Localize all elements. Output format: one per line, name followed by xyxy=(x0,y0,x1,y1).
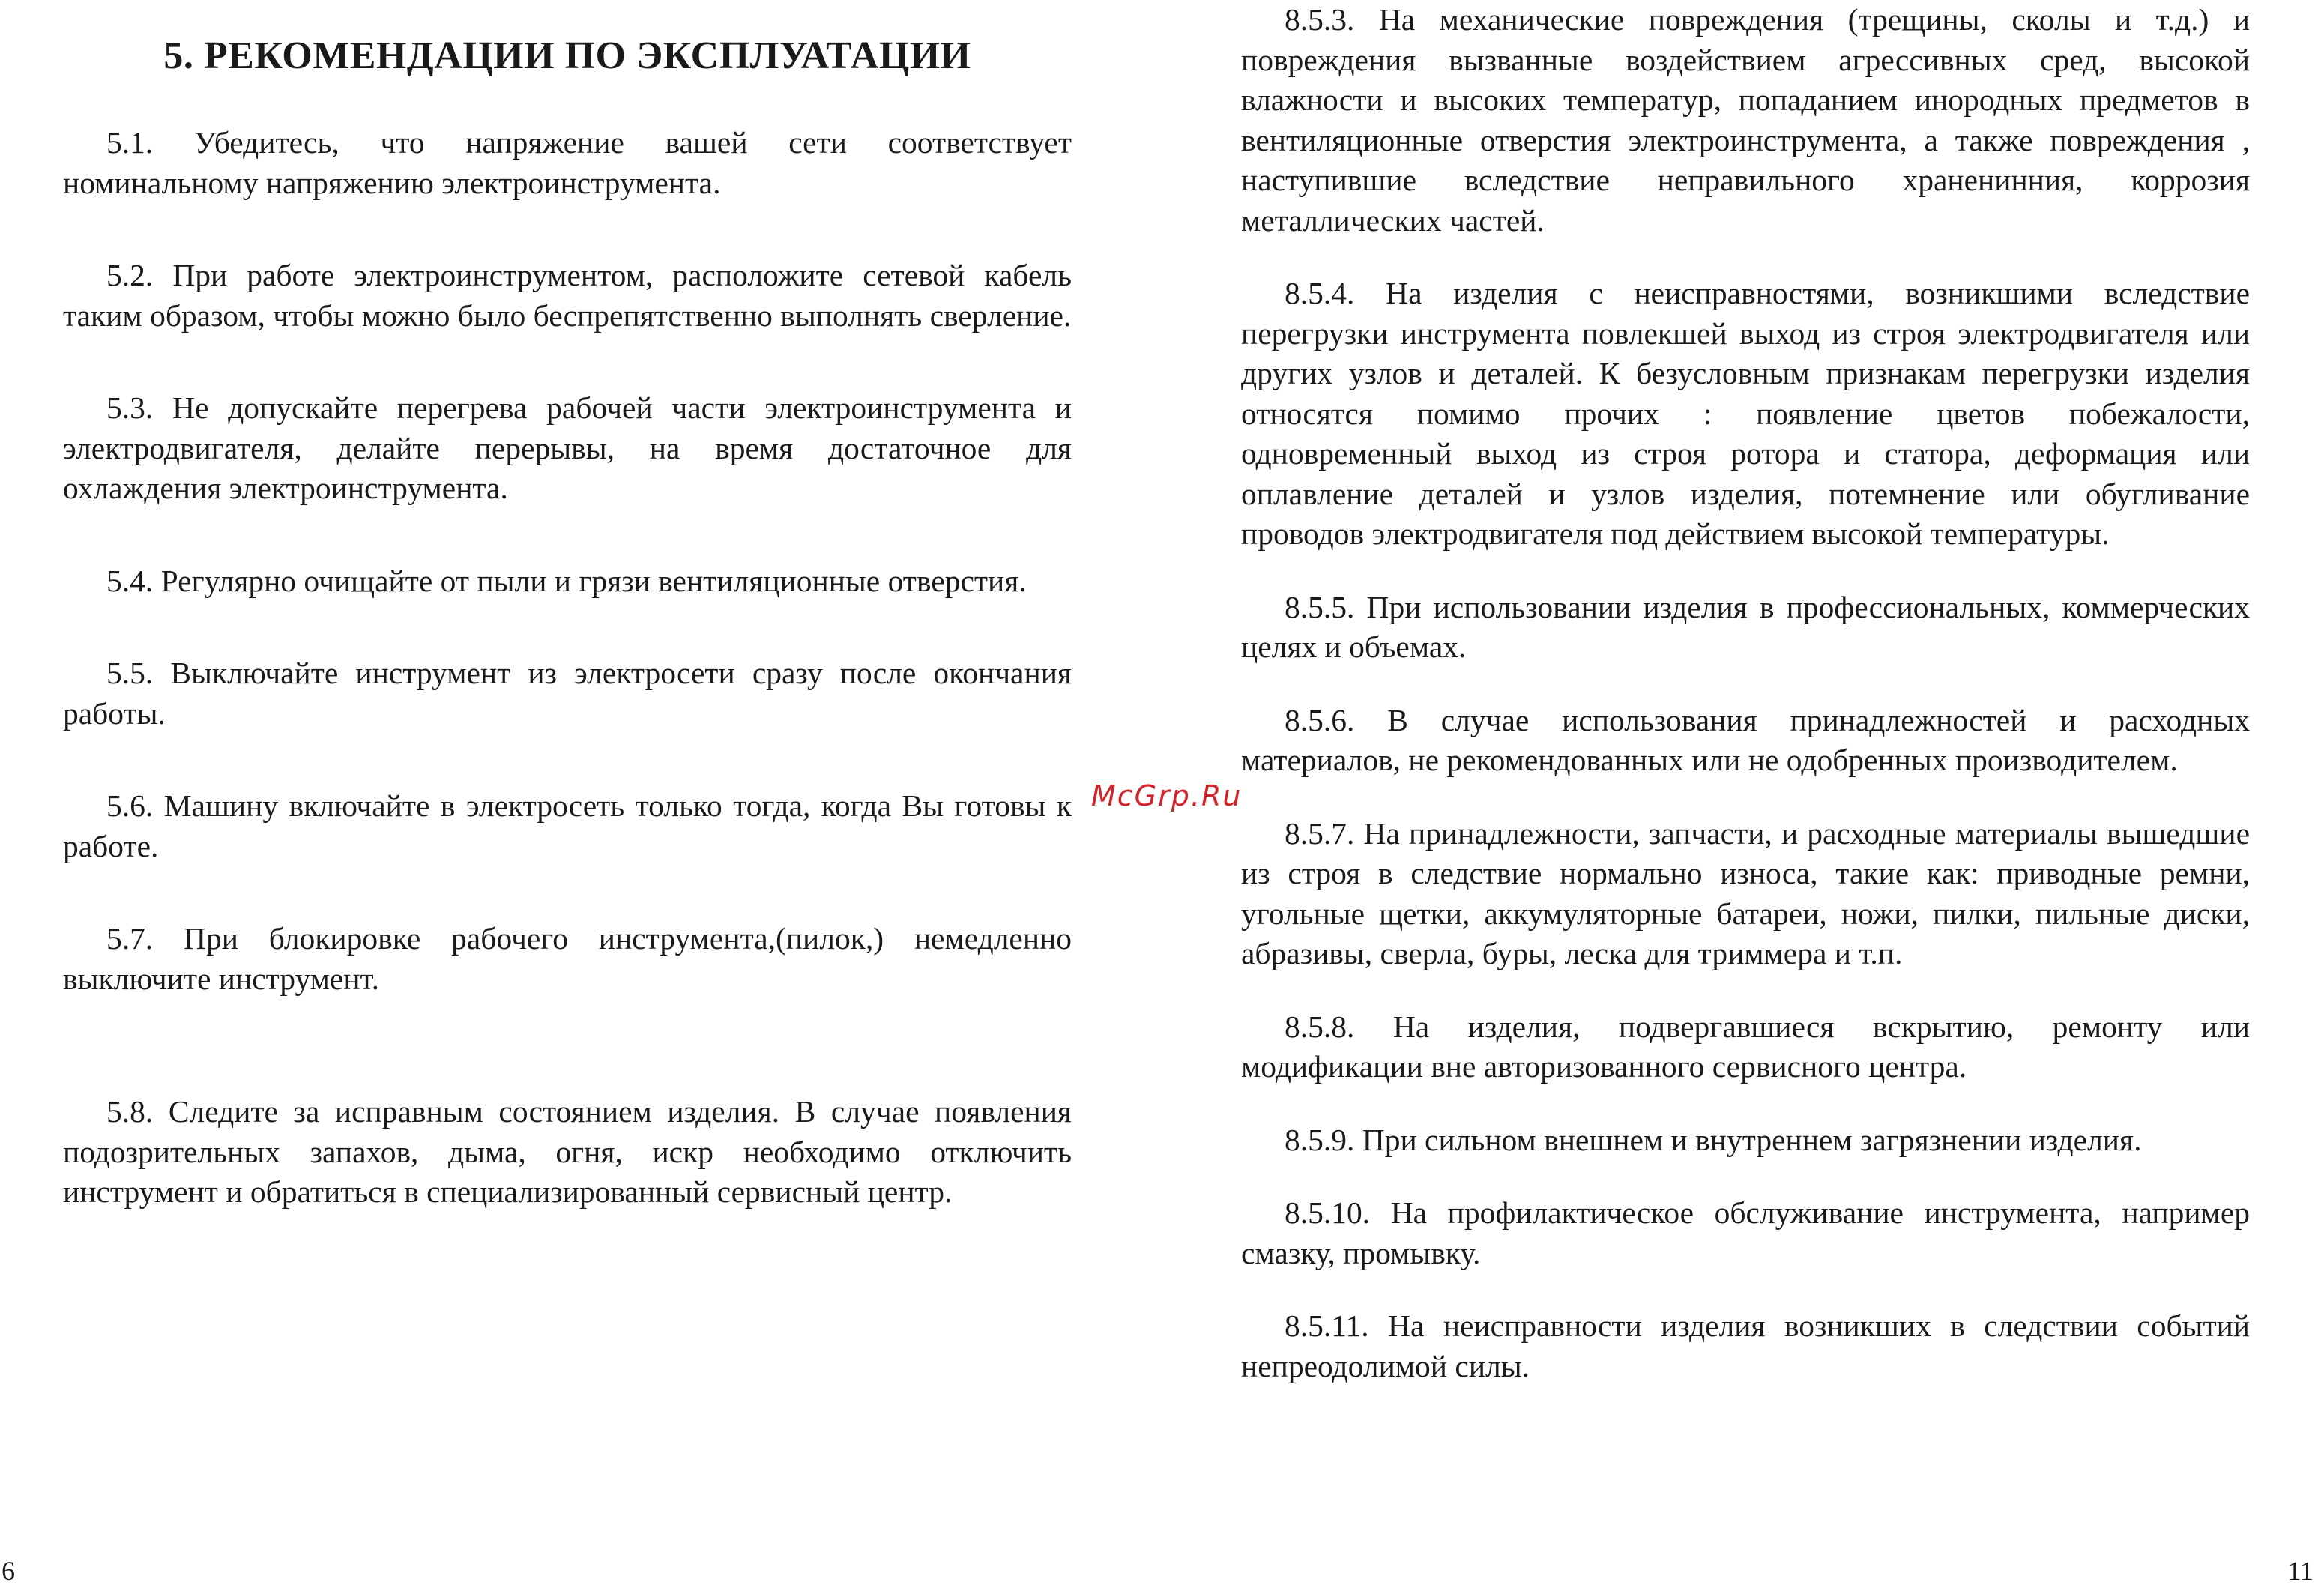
paragraph-5-7: 5.7. При блокировке рабочего инструмента,(пилок,) немедленно выключите инструмент. xyxy=(63,921,1072,996)
paragraph-8-5-8: 8.5.8. На изделия, подвергавшиеся вскрытию, ремонту или модификации вне авторизованного сервисного центра. xyxy=(1241,1009,2250,1084)
paragraph-8-5-6: 8.5.6. В случае использования принадлежностей и расходных материалов, не рекомендованных или не одобренных производителем. xyxy=(1241,702,2250,777)
page-number-left: 6 xyxy=(1,1556,15,1586)
paragraph-8-5-9: 8.5.9. При сильном внешнем и внутреннем загрязнении изделия. xyxy=(1285,1122,2142,1157)
paragraph-5-4: 5.4. Регулярно очищайте от пыли и грязи вентиляционные отверстия. xyxy=(106,563,1027,598)
paragraph-5-5: 5.5. Выключайте инструмент из электросети сразу после окончания работы. xyxy=(63,656,1072,731)
paragraph-8-5-4: 8.5.4. На изделия с неисправностями, возникшими вследствие перегрузки инструмента повлекшей выход из строя электродвигателя или других узлов и деталей. К безусловным признакам перегрузки изделия относятся помимо прочих : появление цветов побежалости, одновременный выход из строя ротора и статора, деформация или оплавление деталей и узлов изделия, потемнение или обугливание проводов электродвигателя под действием высокой температуры. xyxy=(1241,276,2250,551)
paragraph-5-2: 5.2. При работе электроинструментом, расположите сетевой кабель таким образом, чтобы можно было беспрепятственно выполнять сверление. xyxy=(63,258,1072,333)
paragraph-8-5-3: 8.5.3. На механические повреждения (трещины, сколы и т.д.) и повреждения вызванные воздействием агрессивных сред, высокой влажности и высоких температур, попаданием инородных предметов в вентиляционные отверстия электроинструмента, а также повреждения , наступившие вследствие неправильного храненинния, коррозия металлических частей. xyxy=(1241,2,2250,238)
paragraph-8-5-5: 8.5.5. При использовании изделия в профессиональных, коммерческих целях и объемах. xyxy=(1241,589,2250,664)
paragraph-8-5-11: 8.5.11. На неисправности изделия возникших в следствии событий непреодолимой силы. xyxy=(1241,1308,2250,1383)
watermark-logo[interactable]: McGrp.Ru xyxy=(1091,779,1243,812)
section-title: 5. РЕКОМЕНДАЦИИ ПО ЭКСПЛУАТАЦИИ xyxy=(163,34,971,77)
left-page xyxy=(63,30,1072,1265)
paragraph-5-8: 5.8. Следите за исправным состоянием изделия. В случае появления подозрительных запахов, дыма, огня, искр необходимо отключить инструмент и обратиться в специализированный сервисный центр. xyxy=(63,1094,1072,1209)
paragraph-8-5-10: 8.5.10. На профилактическое обслуживание инструмента, например смазку, промывку. xyxy=(1241,1195,2250,1270)
paragraph-5-6: 5.6. Машину включайте в электросеть только тогда, когда Вы готовы к работе. xyxy=(63,788,1072,863)
paragraph-8-5-7: 8.5.7. На принадлежности, запчасти, и расходные материалы вышедшие из строя в следствие нормально износа, такие как: приводные ремни, угольные щетки, аккумуляторные батареи, ножи, пилки, пильные диски, абразивы, сверла, буры, леска для триммера и т.п. xyxy=(1241,815,2250,970)
right-page xyxy=(1241,0,2250,1419)
paragraph-5-3: 5.3. Не допускайте перегрева рабочей части электроинструмента и электродвигателя, делайте перерывы, на время достаточное для охлаждения электроинструмента. xyxy=(63,390,1072,505)
page-number-right: 11 xyxy=(2287,1556,2314,1586)
paragraph-5-1: 5.1. Убедитесь, что напряжение вашей сети соответствует номинальному напряжению электроинструмента. xyxy=(63,125,1072,200)
